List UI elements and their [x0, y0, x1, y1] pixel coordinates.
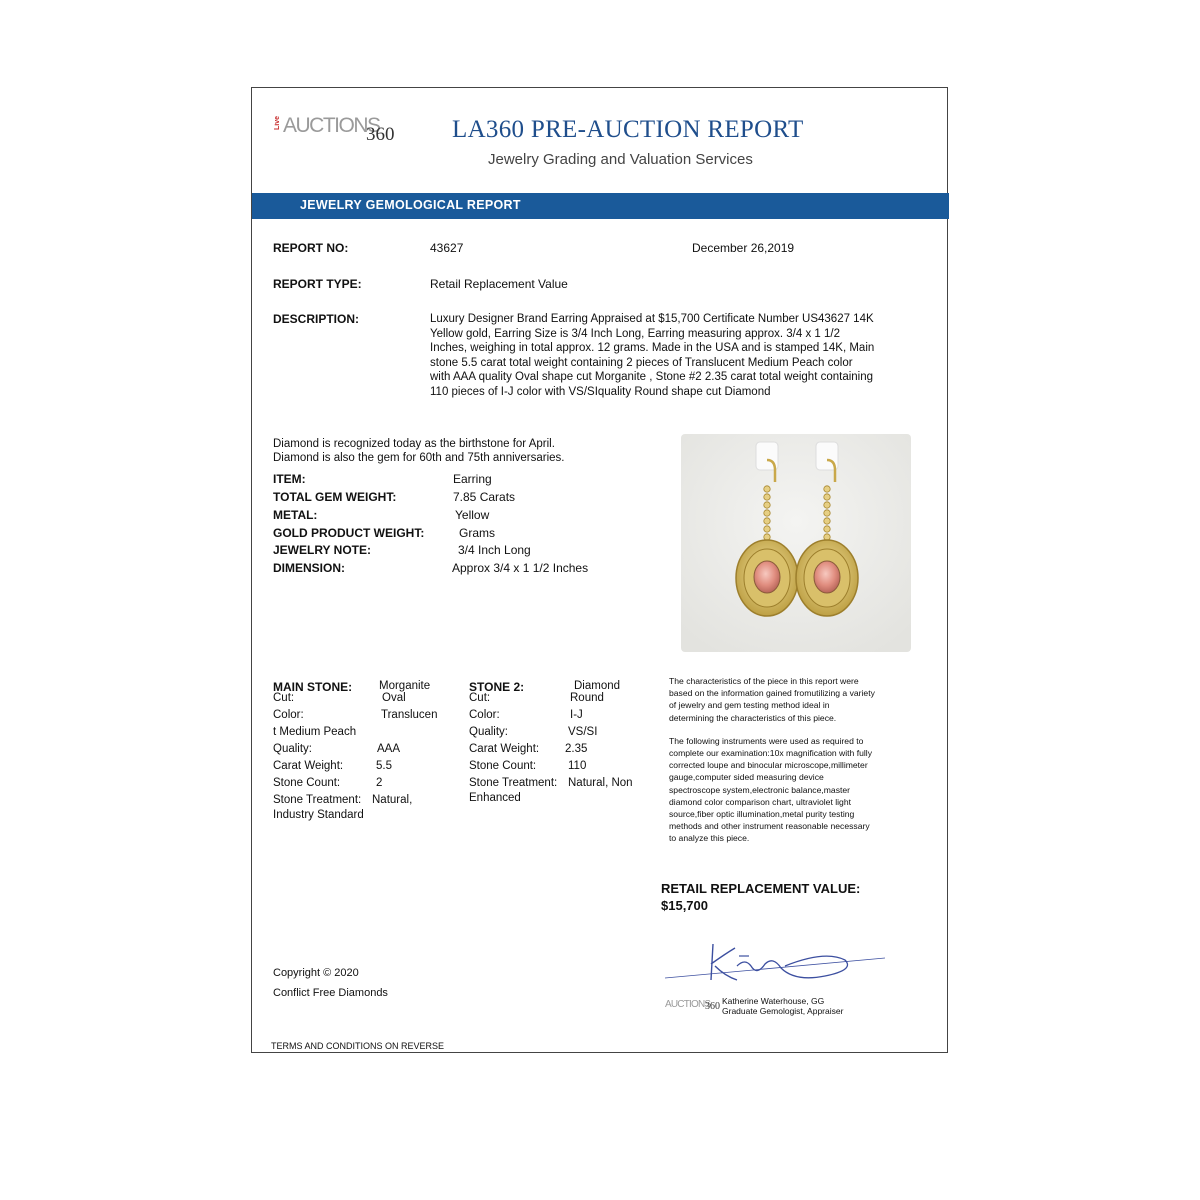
stone2-count-label: Stone Count: — [469, 760, 537, 772]
stone2-treatment-label: Stone Treatment: — [469, 777, 558, 789]
instruments-line: diamond color comparison chart, ultraviolet light — [669, 796, 851, 807]
main-quality-value: AAA — [377, 743, 401, 755]
total-gem-weight-label: TOTAL GEM WEIGHT: — [273, 490, 397, 504]
retail-value-label: RETAIL REPLACEMENT VALUE: — [661, 881, 861, 896]
instruments-line: The following instruments were used as required to — [669, 735, 864, 746]
main-color-value: Translucen — [381, 709, 438, 721]
terms-notice: TERMS AND CONDITIONS ON REVERSE — [271, 1041, 445, 1051]
main-stone-name: Morganite — [379, 680, 431, 692]
stone2-name: Diamond — [574, 680, 621, 692]
instruments-line: spectroscope system,electronic balance,master — [669, 784, 851, 795]
characteristics-line: The characteristics of the piece in this report were — [669, 676, 859, 686]
stone2-carat-value: 2.35 — [565, 743, 588, 755]
stone2-quality-label: Quality: — [469, 726, 508, 738]
stone2-treatment-value-cont: Enhanced — [469, 792, 521, 804]
main-quality-label: Quality: — [273, 743, 312, 755]
gold-weight-value: Grams — [459, 526, 495, 540]
description-line: with AAA quality Oval shape cut Morganite , Stone #2 2.35 carat total weight containing — [430, 371, 874, 384]
report-no-label: REPORT NO: — [273, 241, 349, 255]
main-carat-value: 5.5 — [376, 760, 392, 772]
instruments-line: to analyze this piece. — [669, 833, 750, 844]
metal-value: Yellow — [455, 508, 490, 522]
copyright: Copyright © 2020 — [273, 967, 359, 979]
earring-photo — [681, 434, 911, 652]
signature-block — [665, 936, 885, 1016]
birthstone-note — [273, 437, 565, 465]
description-text — [430, 312, 902, 400]
instruments-line: source,fiber optic illumination,metal purity testing — [669, 809, 855, 820]
logo-live-text: Live — [274, 116, 281, 131]
signature-logo-text: AUCTIONS — [665, 999, 711, 1010]
characteristics-text — [669, 675, 917, 856]
stone2-color-label: Color: — [469, 709, 500, 721]
conflict-free: Conflict Free Diamonds — [273, 987, 388, 999]
description-line: 110 pieces of I-J color with VS/SIquality Round shape cut Diamond — [430, 385, 771, 398]
appraiser-title: Graduate Gemologist, Appraiser — [722, 1006, 844, 1016]
banner-label: JEWELRY GEMOLOGICAL REPORT — [300, 198, 521, 212]
report-no-value: 43627 — [430, 241, 464, 255]
stone2-cut-label: Cut: — [469, 692, 491, 704]
stone2-count-value: 110 — [568, 760, 587, 772]
characteristics-line: of jewelry and gem testing method ideal in — [669, 700, 830, 711]
description-line: Luxury Designer Brand Earring Appraised at $15,700 Certificate Number US43627 14K — [430, 313, 874, 325]
handwritten-signature — [665, 936, 885, 996]
item-value: Earring — [453, 472, 492, 486]
logo-auctions-text: AUCTIONS — [283, 114, 380, 137]
appraiser-name: Katherine Waterhouse, GG — [722, 996, 825, 1006]
main-carat-label: Carat Weight: — [273, 760, 344, 772]
main-color-value-cont: t Medium Peach — [273, 726, 357, 738]
instruments-line: methods and other instrument reasonable necessary — [669, 821, 870, 832]
earring-illustration — [681, 434, 911, 652]
description-line: Inches, weighing in total approx. 12 grams. Made in the USA and is stamped 14K, Main — [430, 342, 875, 355]
report-type-label: REPORT TYPE: — [273, 277, 362, 291]
logo-360-text: 360 — [366, 124, 395, 145]
stone2-quality-value: VS/SI — [568, 726, 598, 738]
section-banner — [252, 193, 949, 219]
birthstone-line: Diamond is also the gem for 60th and 75th anniversaries. — [273, 452, 565, 464]
main-stone-heading: MAIN STONE: — [273, 680, 353, 694]
description-line: Yellow gold, Earring Size is 3/4 Inch Long, Earring measuring approx. 3/4 x 1 1/2 — [430, 327, 840, 340]
main-treatment-value-cont: Industry Standard — [273, 809, 364, 821]
dimension-value: Approx 3/4 x 1 1/2 Inches — [452, 561, 589, 575]
jewelry-note-label: JEWELRY NOTE: — [273, 543, 372, 557]
characteristics-paragraph — [669, 675, 917, 724]
jewelry-note-value: 3/4 Inch Long — [458, 543, 531, 557]
main-cut-value: Oval — [382, 692, 406, 704]
characteristics-line: based on the information gained fromutilizing a variety — [669, 688, 875, 699]
liveauctions360-logo — [274, 114, 424, 146]
signature-logo — [665, 996, 725, 1012]
retail-value-block — [661, 880, 860, 914]
instruments-paragraph — [669, 735, 917, 845]
stone2-color-value: I-J — [570, 709, 583, 721]
gold-weight-label: GOLD PRODUCT WEIGHT: — [273, 526, 425, 540]
description-label: DESCRIPTION: — [273, 312, 360, 326]
report-title: LA360 PRE-AUCTION REPORT — [452, 116, 804, 143]
characteristics-line: determining the characteristics of this piece. — [669, 712, 837, 723]
report-date: December 26,2019 — [692, 241, 795, 255]
instruments-line: corrected loupe and binocular microscope,millimeter — [669, 760, 868, 771]
main-cut-label: Cut: — [273, 692, 295, 704]
dimension-label: DIMENSION: — [273, 561, 345, 575]
description-line: stone 5.5 carat total weight containing 2 pieces of Translucent Medium Peach color — [430, 356, 853, 369]
stone2-heading: STONE 2: — [469, 680, 525, 694]
instruments-line: gauge,computer sided measuring device — [669, 772, 824, 783]
main-treatment-label: Stone Treatment: — [273, 794, 362, 806]
total-gem-weight-value: 7.85 Carats — [453, 490, 516, 504]
item-label: ITEM: — [273, 472, 306, 486]
stone2-treatment-value: Natural, Non — [568, 777, 633, 789]
main-color-label: Color: — [273, 709, 304, 721]
stone2-cut-value: Round — [570, 692, 604, 704]
retail-value-amount: $15,700 — [661, 898, 708, 913]
birthstone-line: Diamond is recognized today as the birthstone for April. — [273, 438, 555, 450]
metal-label: METAL: — [273, 508, 318, 522]
report-subtitle: Jewelry Grading and Valuation Services — [488, 151, 753, 168]
instruments-line: complete our examination:10x magnification with fully — [669, 748, 873, 759]
main-treatment-value: Natural, — [372, 794, 413, 806]
main-count-label: Stone Count: — [273, 777, 341, 789]
report-type-value: Retail Replacement Value — [430, 277, 568, 291]
appraiser-info — [722, 996, 843, 1016]
stone2-carat-label: Carat Weight: — [469, 743, 540, 755]
main-count-value: 2 — [376, 777, 383, 789]
signature-logo-360: 360 — [705, 1001, 720, 1012]
report-sheet — [251, 87, 948, 1053]
